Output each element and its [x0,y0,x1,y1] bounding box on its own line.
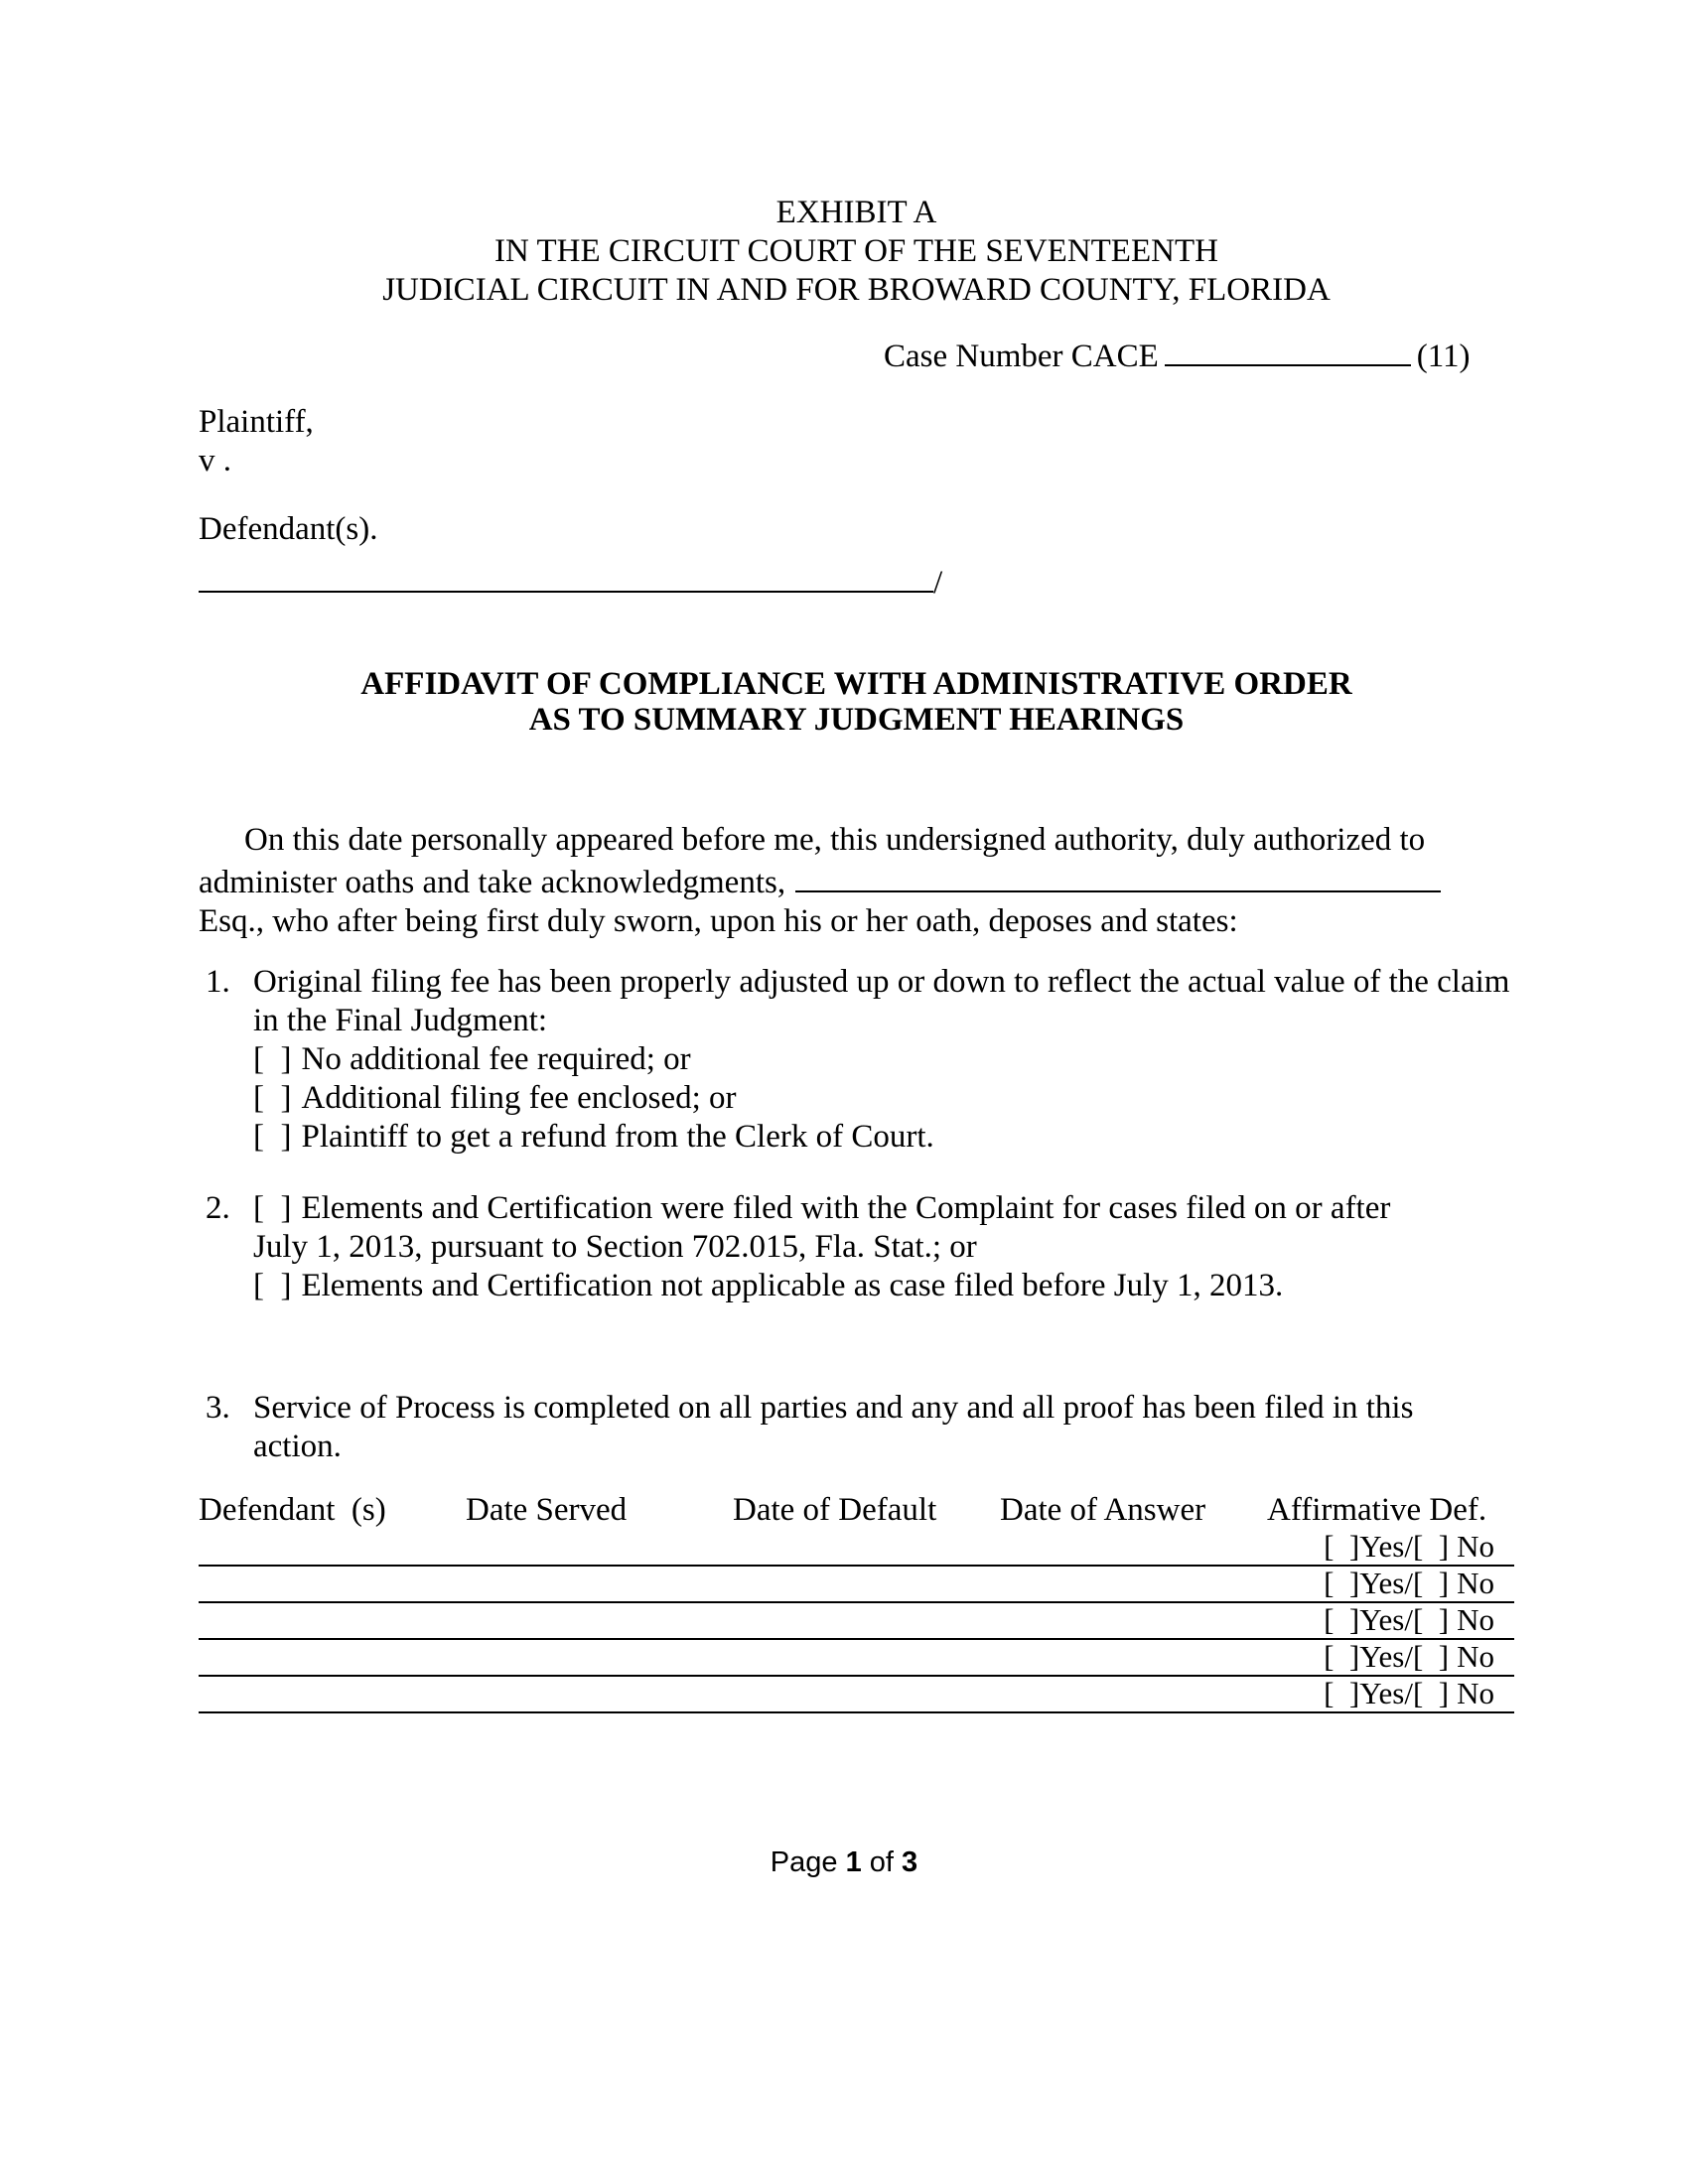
document-content [199,0,1514,1713]
header-date-of-default: Date of Default [733,1492,937,1528]
caption-divider-line [199,557,933,593]
footer-current-page: 1 [845,1846,862,1878]
intro-line2: administer oaths and take acknowledgments, [199,865,786,900]
checkbox-elements-not-applicable[interactable]: [ ] [253,1268,292,1303]
affirmative-def-yes-checkbox[interactable]: [ ] [1324,1529,1360,1564]
service-table-row-5[interactable] [199,1677,1514,1713]
page-number-footer [0,1844,1688,1880]
intro-line3: Esq., who after being first duly sworn, upon his or her oath, deposes and states: [199,903,1238,939]
option-additional-fee-enclosed [253,1079,1514,1118]
affirmative-def-no-checkbox[interactable]: [ ] [1412,1602,1450,1637]
intro-line1: On this date personally appeared before me, this undersigned authority, duly authorized to [244,822,1426,858]
court-name-line2: JUDICIAL CIRCUIT IN AND FOR BROWARD COUNTY, FLORIDA [382,272,1331,308]
no-label: No [1457,1566,1494,1600]
checkbox-refund-from-clerk[interactable]: [ ] [253,1119,292,1155]
option-refund-from-clerk [253,1118,1514,1157]
service-table-row-1[interactable] [199,1530,1514,1567]
affiant-name-field[interactable] [795,860,1441,892]
header-affirmative-def: Affirmative Def. [1267,1492,1487,1528]
checkbox-additional-fee-enclosed[interactable]: [ ] [253,1080,292,1116]
item-3-number: 3. [206,1390,230,1426]
item-3-text-line2: action. [253,1429,342,1464]
versus-label: v . [199,443,231,478]
defendant-label: Defendant(s). [199,511,378,547]
yes-label: Yes/ [1359,1566,1413,1600]
option-additional-fee-enclosed-label: Additional filing fee enclosed; or [301,1080,737,1116]
affirmative-def-no-checkbox[interactable]: [ ] [1412,1529,1450,1564]
header-date-of-answer: Date of Answer [1000,1492,1206,1528]
case-number-suffix: (11) [1416,339,1471,374]
yes-label: Yes/ [1359,1602,1413,1637]
checkbox-no-additional-fee[interactable]: [ ] [253,1041,292,1077]
option-elements-filed [253,1189,1514,1228]
footer-prefix: Page [770,1846,846,1878]
affirmative-def-no-checkbox[interactable]: [ ] [1412,1566,1450,1600]
exhibit-label: EXHIBIT A [775,195,937,230]
option-elements-not-applicable-label: Elements and Certification not applicable as case filed before July 1, 2013. [301,1268,1284,1303]
no-label: No [1457,1529,1494,1564]
service-table-row-2[interactable] [199,1567,1514,1603]
option-elements-not-applicable [253,1267,1514,1305]
service-of-process-table [199,1491,1514,1713]
affirmative-def-yes-checkbox[interactable]: [ ] [1324,1639,1360,1674]
item-2-number: 2. [206,1190,230,1226]
option-elements-filed-label-line1: Elements and Certification were filed with the Complaint for cases filed on or after [301,1190,1391,1226]
affirmative-def-no-checkbox[interactable]: [ ] [1412,1639,1450,1674]
option-no-additional-fee-label: No additional fee required; or [301,1041,691,1077]
service-table-row-3[interactable] [199,1603,1514,1640]
yes-label: Yes/ [1359,1529,1413,1564]
item-1-text-line2: in the Final Judgment: [253,1003,548,1038]
affirmative-def-yes-checkbox[interactable]: [ ] [1324,1566,1360,1600]
divider-slash: / [933,565,943,601]
header-defendant: Defendant (s) [199,1492,386,1528]
court-header [199,194,1514,310]
no-label: No [1457,1676,1494,1710]
affirmative-def-no-checkbox[interactable]: [ ] [1412,1676,1450,1710]
footer-separator: of [861,1846,903,1878]
yes-label: Yes/ [1359,1639,1413,1674]
footer-total-pages: 3 [902,1846,918,1878]
caption-divider [199,557,1514,601]
case-number-line [884,334,1514,376]
no-label: No [1457,1639,1494,1674]
plaintiff-label: Plaintiff, [199,404,314,440]
case-number-label: Case Number CACE [884,339,1159,374]
court-name-line1: IN THE CIRCUIT COURT OF THE SEVENTEENTH [494,233,1218,269]
item-1 [199,963,1514,1157]
item-1-number: 1. [206,964,230,1000]
parties-caption [199,403,1514,549]
title-line2: AS TO SUMMARY JUDGMENT HEARINGS [528,702,1185,738]
option-elements-filed-label-line2: July 1, 2013, pursuant to Section 702.015, Fla. Stat.; or [253,1229,977,1265]
document-title [199,666,1514,738]
case-number-field[interactable] [1165,334,1411,366]
service-table-header-row [199,1491,1514,1530]
intro-paragraph [199,821,1514,941]
affirmative-def-yes-checkbox[interactable]: [ ] [1324,1602,1360,1637]
no-label: No [1457,1602,1494,1637]
item-3-text-line1: Service of Process is completed on all parties and any and all proof has been filed in this [253,1390,1414,1426]
header-date-served: Date Served [466,1492,628,1528]
title-line1: AFFIDAVIT OF COMPLIANCE WITH ADMINISTRATIVE ORDER [360,666,1352,702]
checkbox-elements-filed[interactable]: [ ] [253,1190,292,1226]
option-refund-from-clerk-label: Plaintiff to get a refund from the Clerk of Court. [301,1119,934,1155]
yes-label: Yes/ [1359,1676,1413,1710]
option-no-additional-fee [253,1040,1514,1079]
service-table-row-4[interactable] [199,1640,1514,1677]
affirmative-def-yes-checkbox[interactable]: [ ] [1324,1676,1360,1710]
item-3 [199,1389,1514,1466]
item-2 [199,1189,1514,1305]
item-1-text-line1: Original filing fee has been properly adjusted up or down to reflect the actual value of the claim [253,964,1510,1000]
